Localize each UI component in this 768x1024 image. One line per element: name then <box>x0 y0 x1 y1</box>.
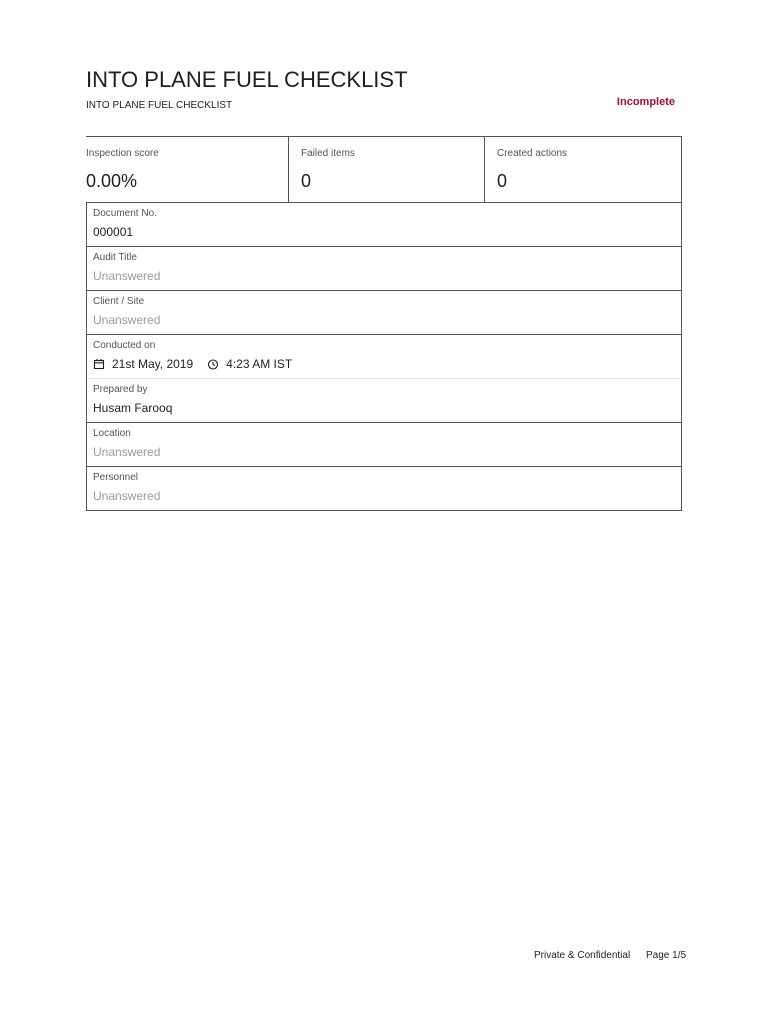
conducted-on-date: 21st May, 2019 <box>112 357 194 371</box>
document-no-value: 000001 <box>93 225 134 239</box>
prepared-by-value: Husam Farooq <box>93 401 173 415</box>
inspection-score-label: Inspection score <box>86 148 159 159</box>
field-location <box>87 423 681 467</box>
location-label: Location <box>93 428 131 439</box>
calendar-icon <box>93 358 105 370</box>
failed-items-cell <box>288 137 484 203</box>
field-document-no <box>87 203 681 247</box>
created-actions-label: Created actions <box>497 148 568 159</box>
created-actions-value: 0 <box>497 171 508 191</box>
page-subtitle: INTO PLANE FUEL CHECKLIST <box>86 100 233 111</box>
audit-title-label: Audit Title <box>93 252 137 263</box>
client-site-label: Client / Site <box>93 296 145 307</box>
audit-title-value: Unanswered <box>93 269 161 283</box>
prepared-by-label: Prepared by <box>93 384 148 395</box>
personnel-label: Personnel <box>93 472 139 483</box>
summary-stats <box>86 136 682 202</box>
conducted-on-label: Conducted on <box>93 340 156 351</box>
personnel-value: Unanswered <box>93 489 161 503</box>
field-conducted-on <box>87 335 681 379</box>
status-badge: Incomplete <box>616 96 675 108</box>
failed-items-label: Failed items <box>301 148 355 159</box>
footer-confidential: Private & Confidential <box>534 950 631 961</box>
document-no-label: Document No. <box>93 208 157 219</box>
field-prepared-by <box>87 379 681 423</box>
footer-page-number: Page 1/5 <box>646 950 687 961</box>
field-client-site <box>87 291 681 335</box>
clock-icon <box>207 358 219 370</box>
field-audit-title <box>87 247 681 291</box>
inspection-score-cell <box>86 137 288 203</box>
field-personnel <box>87 467 681 510</box>
conducted-on-value <box>93 357 292 371</box>
inspection-score-value: 0.00% <box>86 171 138 191</box>
location-value: Unanswered <box>93 445 161 459</box>
conducted-on-time: 4:23 AM IST <box>226 357 293 371</box>
failed-items-value: 0 <box>301 171 312 191</box>
page-title: INTO PLANE FUEL CHECKLIST <box>86 67 408 92</box>
audit-fields <box>86 202 682 511</box>
client-site-value: Unanswered <box>93 313 161 327</box>
created-actions-cell <box>484 137 682 203</box>
